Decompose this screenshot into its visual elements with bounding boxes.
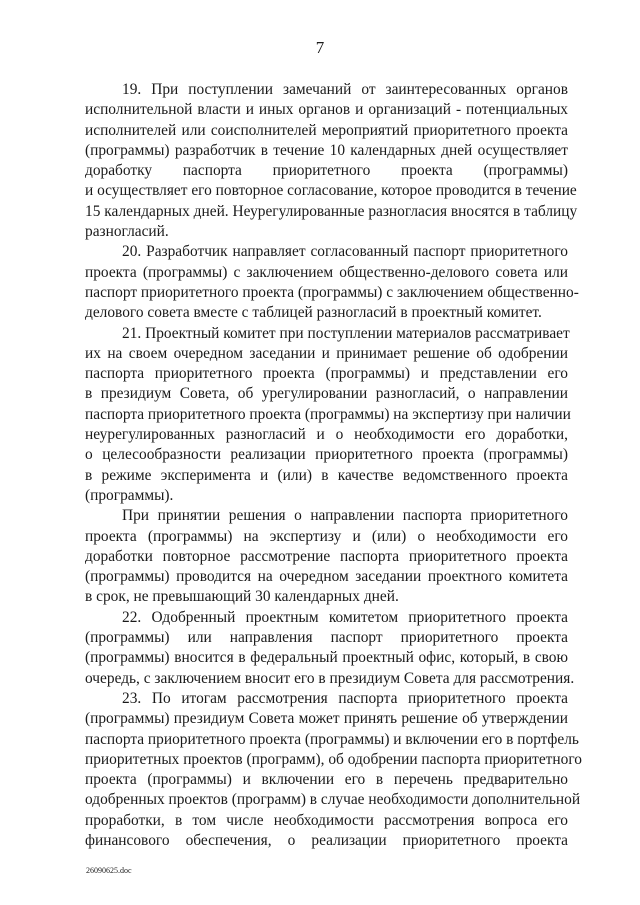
text-line: (программы) вносится в федеральный проектный офис, который, в свою [85,649,568,667]
text-line: приоритетных проектов (программ), об одобрении паспорта приоритетного [85,750,582,768]
text-line: 21. Проектный комитет при поступлении материалов рассматривает [122,324,570,342]
text-line: паспорта приоритетного проекта (программы) и включении его в портфель [85,730,579,748]
text-line: исполнителей или соисполнителей мероприятий приоритетного проекта [85,121,568,139]
text-line: (программы) президиум Совета может принять решение об утверждении [85,710,568,728]
text-line: проекта (программы) с заключением общественно-делового совета или [85,263,568,281]
text-line: доработки повторное рассмотрение паспорта приоритетного проекта [85,547,568,565]
text-line: одобренных проектов (программ) в случае необходимости дополнительной [85,791,581,809]
paragraph-21 [85,324,571,507]
text-line: исполнительной власти и иных органов и организаций - потенциальных [85,101,568,119]
text-line: (программы) проводится на очередном заседании проектного комитета [85,568,568,586]
text-line: проекта (программы) на экспертизу и (или) о необходимости его [85,527,568,545]
text-line: о целесообразности реализации приоритетного проекта (программы) [85,446,568,464]
text-line: очередь, с заключением вносит его в президиум Совета для рассмотрения. [85,669,575,687]
paragraph-23 [85,689,582,851]
text-line: паспорта приоритетного проекта (программы) и представлении его [85,365,568,383]
text-line: разногласий. [85,223,169,241]
text-line: (программы) или направления паспорт приоритетного проекта [85,629,568,647]
paragraph-19 [85,80,578,242]
text-line: паспорта приоритетного проекта (программы) на экспертизу при наличии [85,405,571,423]
text-line: в режиме эксперимента и (или) в качестве ведомственного проекта [85,466,568,484]
text-line: 22. Одобренный проектным комитетом приоритетного проекта [122,608,568,626]
text-line: 15 календарных дней. Неурегулированные разногласия вносятся в таблицу [85,202,578,220]
page-number: 7 [315,38,325,57]
text-line: проекта (программы) и включении его в перечень предварительно [85,771,568,789]
text-line: паспорт приоритетного проекта (программы) с заключением общественно- [85,283,579,301]
text-line: проработки, в том числе необходимости рассмотрения вопроса его [85,811,568,829]
text-line: неурегулированных разногласий и о необходимости его доработки, [85,426,568,444]
text-line: При принятии решения о направлении паспорта приоритетного [122,507,568,525]
text-line: делового совета вместе с таблицей разногласий в проектный комитет. [85,304,542,322]
paragraph-21-continued [85,506,568,607]
file-name-footer: 26090625.doc [86,866,132,875]
text-line: 23. По итогам рассмотрения паспорта приоритетного проекта [122,689,568,707]
document-body [85,80,582,851]
text-line: и осуществляет его повторное согласование, которое проводится в течение [85,182,577,200]
text-line: (программы) разработчик в течение 10 календарных дней осуществляет [85,141,568,159]
paragraph-20 [85,242,579,323]
text-line: 19. При поступлении замечаний от заинтересованных органов [122,81,568,98]
paragraph-22 [85,608,575,689]
text-line: доработку паспорта приоритетного проекта (программы) [85,162,568,180]
text-line: (программы). [85,486,174,504]
text-line: в президиум Совета, об урегулировании разногласий, о направлении [85,385,568,403]
text-line: финансового обеспечения, о реализации приоритетного проекта [85,831,568,849]
text-line: в срок, не превышающий 30 календарных дней. [85,588,399,606]
text-line: 20. Разработчик направляет согласованный паспорт приоритетного [122,243,568,261]
text-line: их на своем очередном заседании и принимает решение об одобрении [85,344,568,362]
